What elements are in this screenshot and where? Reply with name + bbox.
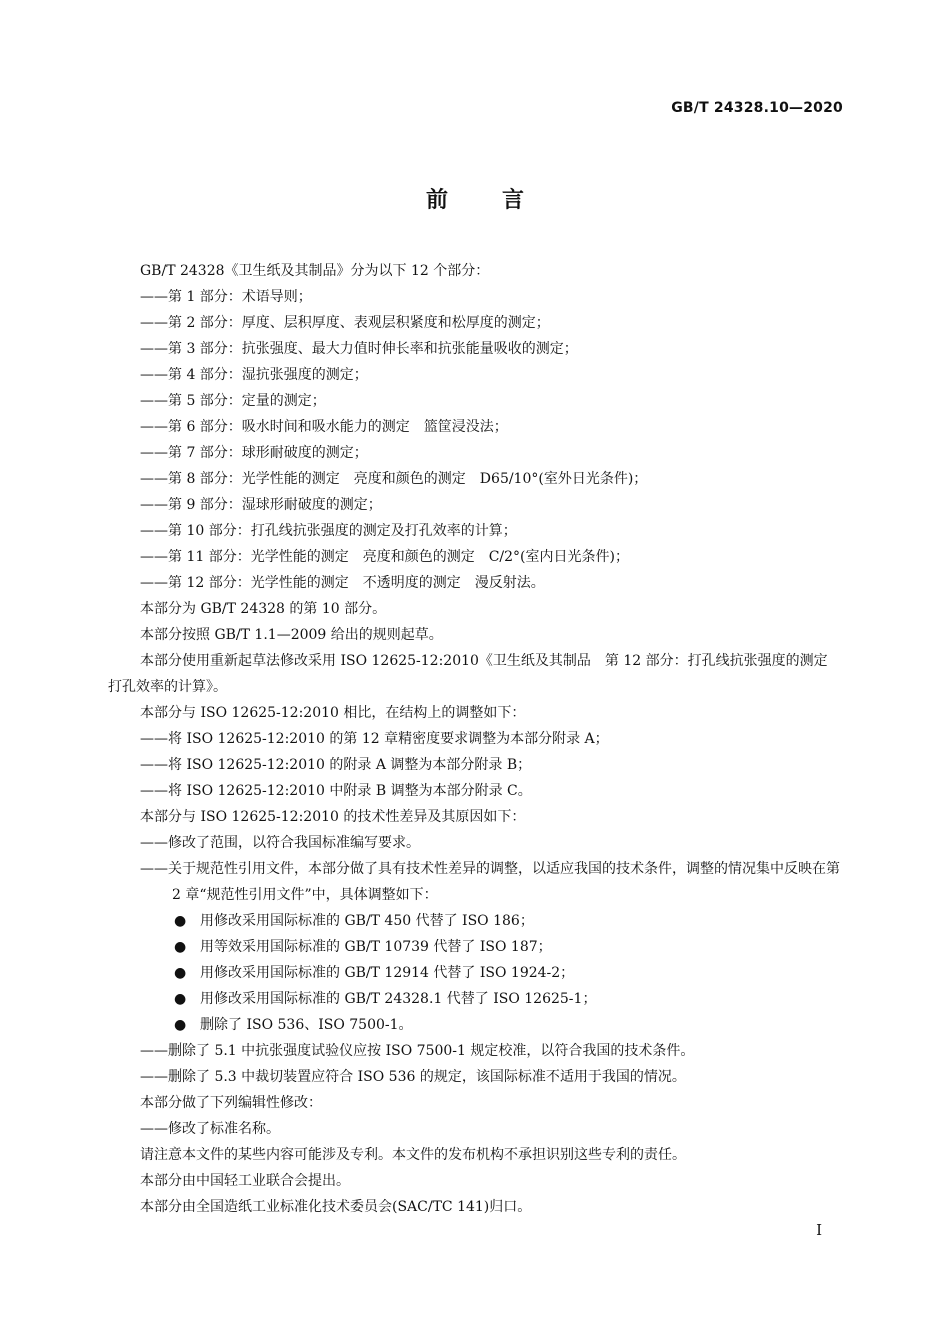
drafting-paragraph: 本部分按照 GB/T 1.1—2009 给出的规则起草。: [140, 627, 443, 643]
standard-code: GB/T 24328.10—2020: [671, 100, 843, 116]
page-number: I: [816, 1221, 822, 1239]
bullet-item: [108, 986, 846, 1012]
adoption-paragraph: 本部分使用重新起草法修改采用 ISO 12625-12:2010《卫生纸及其制品 第 12 部分：打孔线抗张强度的测定 打孔效率的计算》。: [108, 653, 842, 695]
tech-item-scope: ——修改了范围，以符合我国标准编写要求。: [140, 835, 420, 851]
page-title: 前言: [425, 188, 578, 213]
struct-item: ——将 ISO 12625-12:2010 的附录 A 调整为本部分附录 B；: [140, 757, 532, 773]
patent-paragraph: 请注意本文件的某些内容可能涉及专利。本文件的发布机构不承担识别这些专利的责任。: [140, 1147, 686, 1163]
bullet-icon: ●: [174, 913, 187, 929]
foreword-body: [108, 258, 846, 1220]
part-item: ——第 2 部分：厚度、层积厚度、表观层积紧度和松厚度的测定；: [140, 315, 550, 331]
bullet-text: 用修改采用国际标准的 GB/T 24328.1 代替了 ISO 12625-1；: [200, 991, 597, 1007]
part-item: ——第 11 部分：光学性能的测定 亮度和颜色的测定 C/2°(室内日光条件)；: [140, 549, 629, 565]
part-item: ——第 10 部分：打孔线抗张强度的测定及打孔效率的计算；: [140, 523, 517, 539]
bullet-item: [108, 960, 846, 986]
struct-item: ——将 ISO 12625-12:2010 的第 12 章精密度要求调整为本部分附录 A；: [140, 731, 609, 747]
bullet-icon: ●: [174, 965, 187, 981]
this-part-paragraph: 本部分为 GB/T 24328 的第 10 部分。: [140, 601, 387, 617]
bullet-text: 删除了 ISO 536、ISO 7500-1。: [200, 1017, 413, 1033]
part-item: ——第 6 部分：吸水时间和吸水能力的测定 篮筐浸没法；: [140, 419, 508, 435]
part-item: ——第 9 部分：湿球形耐破度的测定；: [140, 497, 382, 513]
part-item: ——第 4 部分：湿抗张强度的测定；: [140, 367, 368, 383]
struct-intro: 本部分与 ISO 12625-12:2010 相比，在结构上的调整如下：: [140, 705, 526, 721]
bullet-icon: ●: [174, 1017, 187, 1033]
edit-item: ——修改了标准名称。: [140, 1121, 280, 1137]
tech-intro: 本部分与 ISO 12625-12:2010 的技术性差异及其原因如下：: [140, 809, 526, 825]
tech-item: ——删除了 5.1 中抗张强度试验仪应按 ISO 7500-1 规定校准，以符合我国的技术条件。: [140, 1043, 695, 1059]
part-item: ——第 8 部分：光学性能的测定 亮度和颜色的测定 D65/10°(室外日光条件)；: [140, 471, 648, 487]
part-item: ——第 1 部分：术语导则；: [140, 289, 312, 305]
bullet-icon: ●: [174, 991, 187, 1007]
bullet-text: 用等效采用国际标准的 GB/T 10739 代替了 ISO 187；: [200, 939, 552, 955]
managed-paragraph: 本部分由全国造纸工业标准化技术委员会(SAC/TC 141)归口。: [140, 1199, 532, 1215]
bullet-item: [108, 934, 846, 960]
tech-item-refs: ——关于规范性引用文件，本部分做了具有技术性差异的调整，以适应我国的技术条件，调整的情况集中反映在第 2 章“规范性引用文件”中，具体调整如下：: [140, 861, 840, 903]
bullet-item: [108, 1012, 846, 1038]
part-item: ——第 7 部分：球形耐破度的测定；: [140, 445, 368, 461]
struct-item: ——将 ISO 12625-12:2010 中附录 B 调整为本部分附录 C。: [140, 783, 532, 799]
bullet-item: [108, 908, 846, 934]
bullet-text: 用修改采用国际标准的 GB/T 12914 代替了 ISO 1924-2；: [200, 965, 575, 981]
tech-item: ——删除了 5.3 中裁切装置应符合 ISO 536 的规定，该国际标准不适用于我国的情况。: [140, 1069, 686, 1085]
intro-paragraph: GB/T 24328《卫生纸及其制品》分为以下 12 个部分：: [140, 263, 490, 279]
bullet-text: 用修改采用国际标准的 GB/T 450 代替了 ISO 186；: [200, 913, 534, 929]
part-item: ——第 5 部分：定量的测定；: [140, 393, 326, 409]
proposed-paragraph: 本部分由中国轻工业联合会提出。: [140, 1173, 350, 1189]
edit-intro: 本部分做了下列编辑性修改：: [140, 1095, 322, 1111]
part-item: ——第 3 部分：抗张强度、最大力值时伸长率和抗张能量吸收的测定；: [140, 341, 578, 357]
bullet-icon: ●: [174, 939, 187, 955]
part-item: ——第 12 部分：光学性能的测定 不透明度的测定 漫反射法。: [140, 575, 545, 591]
